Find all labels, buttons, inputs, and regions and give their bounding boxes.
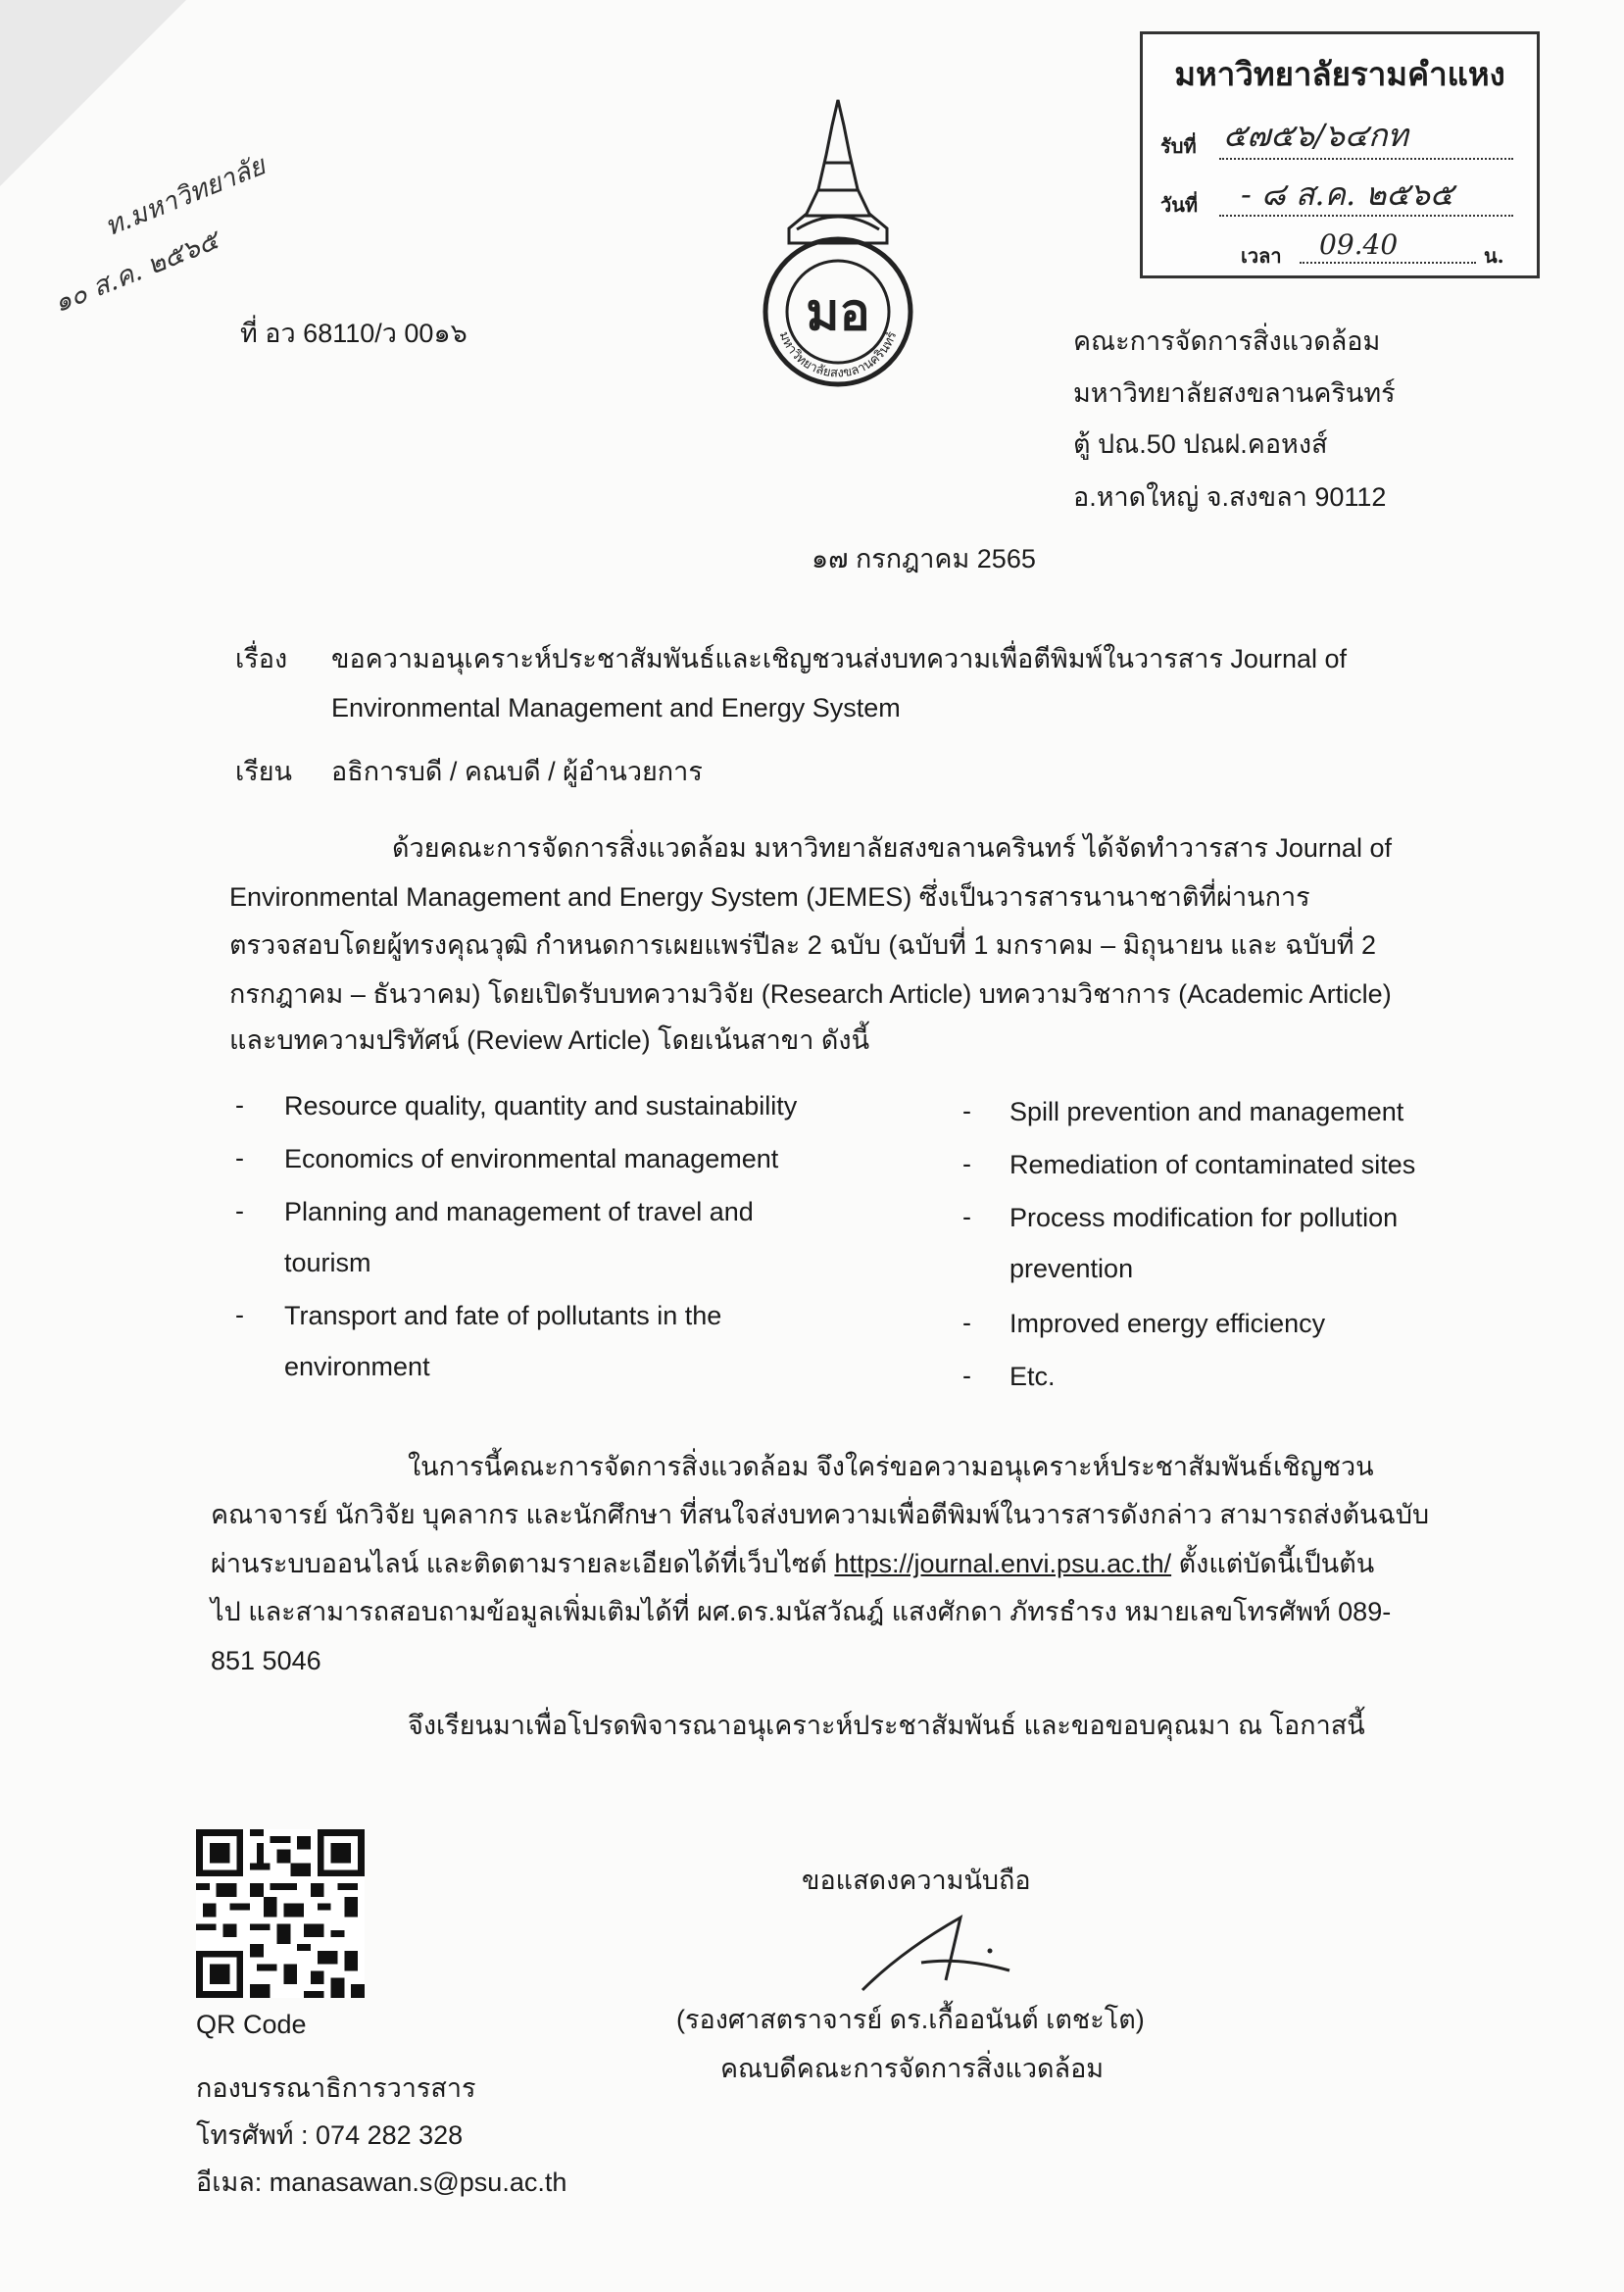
recipient-label: เรียน bbox=[235, 757, 293, 786]
para2-line-4: ไป และสามารถสอบถามข้อมูลเพิ่มเติมได้ที่ ผศ.ดร.มนัสวัณฎ์ แสงศักดา ภัทรธำรง หมายเลขโทรศัพท์ 089- bbox=[211, 1597, 1392, 1626]
stamp-date-value: - ๘ ส.ค. ๒๕๖๕ bbox=[1241, 175, 1454, 213]
bullet-dash: - bbox=[962, 1096, 971, 1125]
editorial-office: กองบรรณาธิการวารสาร bbox=[196, 2073, 476, 2103]
para2-line-3-tail: ตั้งแต่บัดนี้เป็นต้น bbox=[1171, 1549, 1375, 1578]
letter-date: ๑๗ กรกฎาคม 2565 bbox=[812, 544, 1036, 573]
journal-website-link[interactable]: https://journal.envi.psu.ac.th/ bbox=[834, 1549, 1172, 1578]
topic-left-4-cont: environment bbox=[284, 1352, 430, 1381]
university-emblem bbox=[740, 96, 936, 390]
para1-line-5: และบทความปริทัศน์ (Review Article) โดยเน้นสาขา ดังนี้ bbox=[229, 1025, 870, 1055]
para1-line-3: ตรวจสอบโดยผู้ทรงคุณวุฒิ กำหนดการเผยแพร่ปีละ 2 ฉบับ (ฉบับที่ 1 มกราคม – มิถุนายน และ ฉบับที่ 2 bbox=[229, 930, 1377, 960]
signature bbox=[853, 1912, 1019, 2000]
sender-line-3: ตู้ ปณ.50 ปณฝ.คอหงส์ bbox=[1073, 429, 1328, 459]
sender-line-2: มหาวิทยาลัยสงขลานครินทร์ bbox=[1073, 378, 1396, 408]
signer-title: คณบดีคณะการจัดการสิ่งแวดล้อม bbox=[720, 2054, 1105, 2083]
stamp-date-label: วันที่ bbox=[1160, 193, 1199, 217]
stamp-time-label: เวลา bbox=[1241, 244, 1282, 268]
topic-right-5: Etc. bbox=[1009, 1362, 1056, 1391]
topic-right-3-cont: prevention bbox=[1009, 1254, 1134, 1283]
bullet-dash: - bbox=[235, 1090, 244, 1120]
topic-right-3: Process modification for pollution bbox=[1009, 1203, 1399, 1232]
topic-left-1: Resource quality, quantity and sustainability bbox=[284, 1091, 798, 1121]
svg-text:มอ: มอ bbox=[806, 282, 870, 342]
regards-text: ขอแสดงความนับถือ bbox=[802, 1866, 1031, 1895]
bullet-dash: - bbox=[235, 1196, 244, 1225]
sender-line-1: คณะการจัดการสิ่งแวดล้อม bbox=[1073, 326, 1381, 356]
para1-line-1: ด้วยคณะการจัดการสิ่งแวดล้อม มหาวิทยาลัยสงขลานครินทร์ ได้จัดทำวารสาร Journal of bbox=[392, 833, 1392, 863]
topic-left-3: Planning and management of travel and bbox=[284, 1197, 754, 1226]
bullet-dash: - bbox=[962, 1202, 971, 1231]
emblem-text: มหาวิทยาลัยสงขลานครินทร์ bbox=[775, 329, 901, 381]
stamp-time-unit: น. bbox=[1484, 244, 1504, 268]
para1-line-2: Environmental Management and Energy System (JEMES) ซึ่งเป็นวารสารนานาชาติที่ผ่านการ bbox=[229, 882, 1310, 912]
receipt-stamp bbox=[1140, 31, 1540, 278]
bullet-dash: - bbox=[962, 1149, 971, 1178]
subject-line-1: ขอความอนุเคราะห์ประชาสัมพันธ์และเชิญชวนส่งบทความเพื่อตีพิมพ์ในวารสาร Journal of bbox=[331, 644, 1348, 673]
scan-shadow bbox=[0, 0, 186, 186]
handwritten-note-line2: ๑๐ ส.ค. ๒๕๖๕ bbox=[49, 224, 223, 320]
para2-line-2: คณาจารย์ นักวิจัย บุคลากร และนักศึกษา ที่สนใจส่งบทความเพื่อตีพิมพ์ในวารสารดังกล่าว สามารถส่งต้นฉบับ bbox=[211, 1500, 1430, 1529]
stamp-receive-value: ๕๗๕๖/๖๔กท bbox=[1223, 117, 1408, 154]
para2-line-3-text: ผ่านระบบออนไลน์ และติดตามรายละเอียดได้ที่เว็บไซต์ bbox=[211, 1549, 835, 1578]
subject-label: เรื่อง bbox=[235, 644, 288, 673]
stamp-line bbox=[1300, 262, 1476, 264]
signer-name: (รองศาสตราจารย์ ดร.เกื้ออนันต์ เตชะโต) bbox=[676, 2005, 1145, 2034]
editorial-phone: โทรศัพท์ : 074 282 328 bbox=[196, 2120, 464, 2150]
editorial-email: อีเมล: manasawan.s@psu.ac.th bbox=[196, 2167, 567, 2197]
recipient-value: อธิการบดี / คณบดี / ผู้อำนวยการ bbox=[331, 757, 703, 786]
bullet-dash: - bbox=[962, 1361, 971, 1390]
stamp-receive-label: รับที่ bbox=[1160, 134, 1197, 158]
para2-line-3 bbox=[211, 1544, 1374, 1583]
qr-code-image bbox=[196, 1829, 365, 1998]
subject-line-2: Environmental Management and Energy System bbox=[331, 693, 901, 722]
bullet-dash: - bbox=[962, 1308, 971, 1337]
para1-line-4: กรกฎาคม – ธันวาคม) โดยเปิดรับบทความวิจัย (Research Article) บทความวิชาการ (Academic Article) bbox=[229, 979, 1392, 1009]
reference-number: ที่ อว 68110/ว 00๑๖ bbox=[240, 319, 468, 348]
bullet-dash: - bbox=[235, 1143, 244, 1172]
para2-line-1: ในการนี้คณะการจัดการสิ่งแวดล้อม จึงใคร่ขอความอนุเคราะห์ประชาสัมพันธ์เชิญชวน bbox=[408, 1452, 1374, 1481]
topic-left-3-cont: tourism bbox=[284, 1248, 371, 1277]
topic-right-1: Spill prevention and management bbox=[1009, 1097, 1404, 1126]
handwritten-note-line1: ท.มหาวิทยาลัย bbox=[100, 150, 271, 243]
topic-right-4: Improved energy efficiency bbox=[1009, 1309, 1326, 1338]
bullet-dash: - bbox=[235, 1300, 244, 1329]
topic-right-2: Remediation of contaminated sites bbox=[1009, 1150, 1416, 1179]
stamp-university: มหาวิทยาลัยรามคำแหง bbox=[1174, 55, 1505, 93]
sender-line-4: อ.หาดใหญ่ จ.สงขลา 90112 bbox=[1073, 482, 1387, 512]
closing-sentence: จึงเรียนมาเพื่อโปรดพิจารณาอนุเคราะห์ประชาสัมพันธ์ และขอขอบคุณมา ณ โอกาสนี้ bbox=[408, 1711, 1365, 1740]
para2-line-5: 851 5046 bbox=[211, 1646, 321, 1675]
qr-code-label: QR Code bbox=[196, 2010, 307, 2039]
topic-left-4: Transport and fate of pollutants in the bbox=[284, 1301, 722, 1330]
stamp-time-value: 09.40 bbox=[1319, 228, 1399, 261]
topic-left-2: Economics of environmental management bbox=[284, 1144, 779, 1173]
